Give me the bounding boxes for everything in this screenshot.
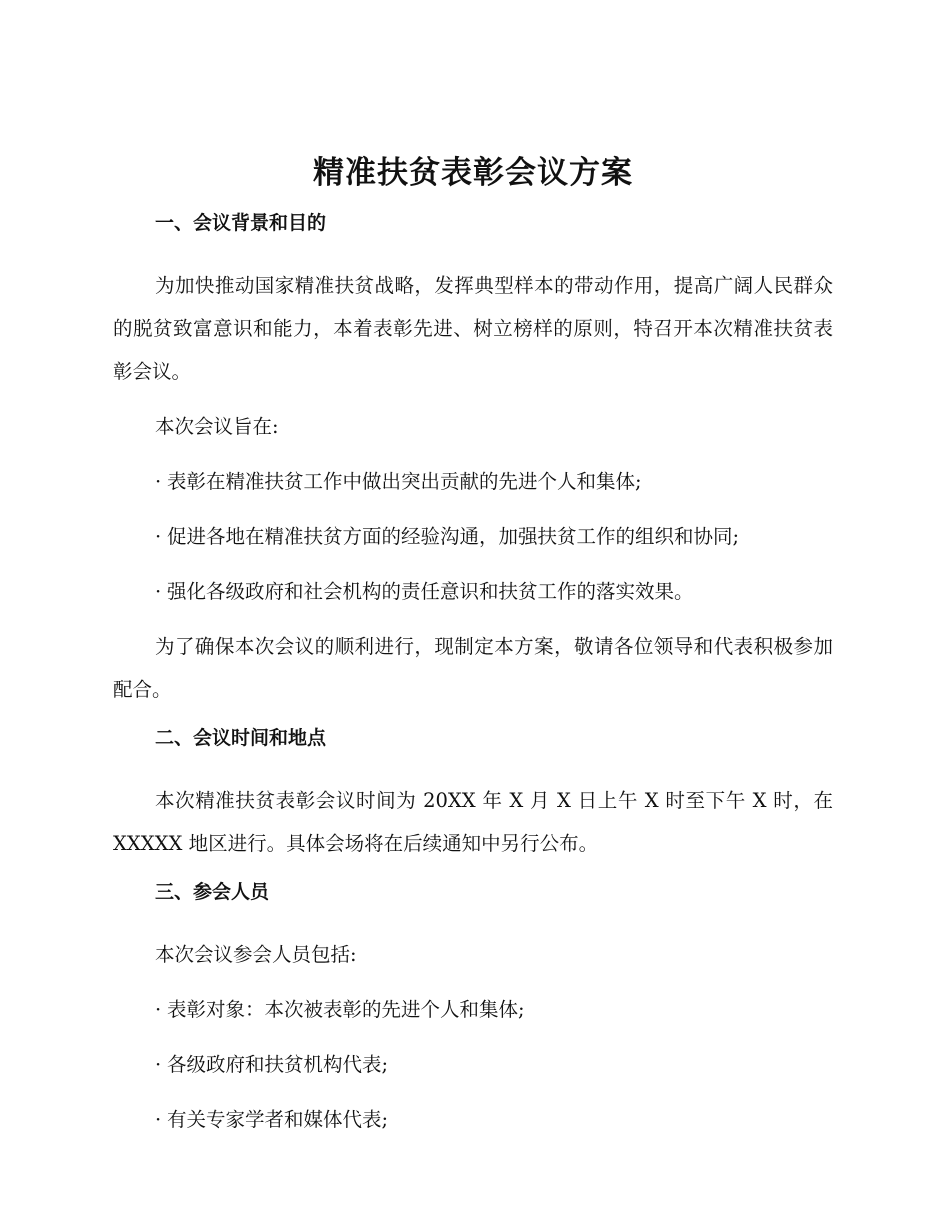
section-paragraph: 为了确保本次会议的顺利进行，现制定本方案，敬请各位领导和代表积极参加配合。 [113,635,833,701]
section-heading-attendees: 三、参会人员 [155,881,270,903]
bullet-item [113,1043,833,1086]
bullet-text: 表彰对象：本次被表彰的先进个人和集体; [167,998,525,1021]
bullet-item [113,515,833,558]
section-heading-time-place: 二、会议时间和地点 [155,727,327,749]
bullet-item [113,460,833,503]
bullet-marker: · [155,998,162,1021]
bullet-text: 有关专家学者和媒体代表; [167,1108,389,1131]
section-paragraph: 本次会议参会人员包括: [155,943,357,966]
bullet-marker: · [155,525,162,548]
bullet-item [113,570,833,613]
bullet-marker: · [155,1053,162,1076]
bullet-marker: · [155,1108,162,1131]
bullet-text: 表彰在精准扶贫工作中做出突出贡献的先进个人和集体; [167,470,642,493]
document-page [113,150,833,1153]
section-paragraph: 本次精准扶贫表彰会议时间为 20XX 年 X 月 X 日上午 X 时至下午 X 时，在 XXXXX 地区进行。具体会场将在后续通知中另行公布。 [113,789,833,855]
document-title: 精准扶贫表彰会议方案 [313,155,633,191]
bullet-item [113,988,833,1031]
section-paragraph: 本次会议旨在: [155,415,279,438]
bullet-text: 各级政府和扶贫机构代表; [167,1053,389,1076]
bullet-text: 强化各级政府和社会机构的责任意识和扶贫工作的落实效果。 [167,580,694,603]
bullet-marker: · [155,580,162,603]
bullet-item [113,1098,833,1141]
bullet-marker: · [155,470,162,493]
section-heading-background: 一、会议背景和目的 [155,212,327,234]
bullet-text: 促进各地在精准扶贫方面的经验沟通，加强扶贫工作的组织和协同; [167,525,740,548]
section-paragraph: 为加快推动国家精准扶贫战略，发挥典型样本的带动作用，提高广阔人民群众的脱贫致富意识和能力，本着表彰先进、树立榜样的原则，特召开本次精准扶贫表彰会议。 [113,274,833,383]
